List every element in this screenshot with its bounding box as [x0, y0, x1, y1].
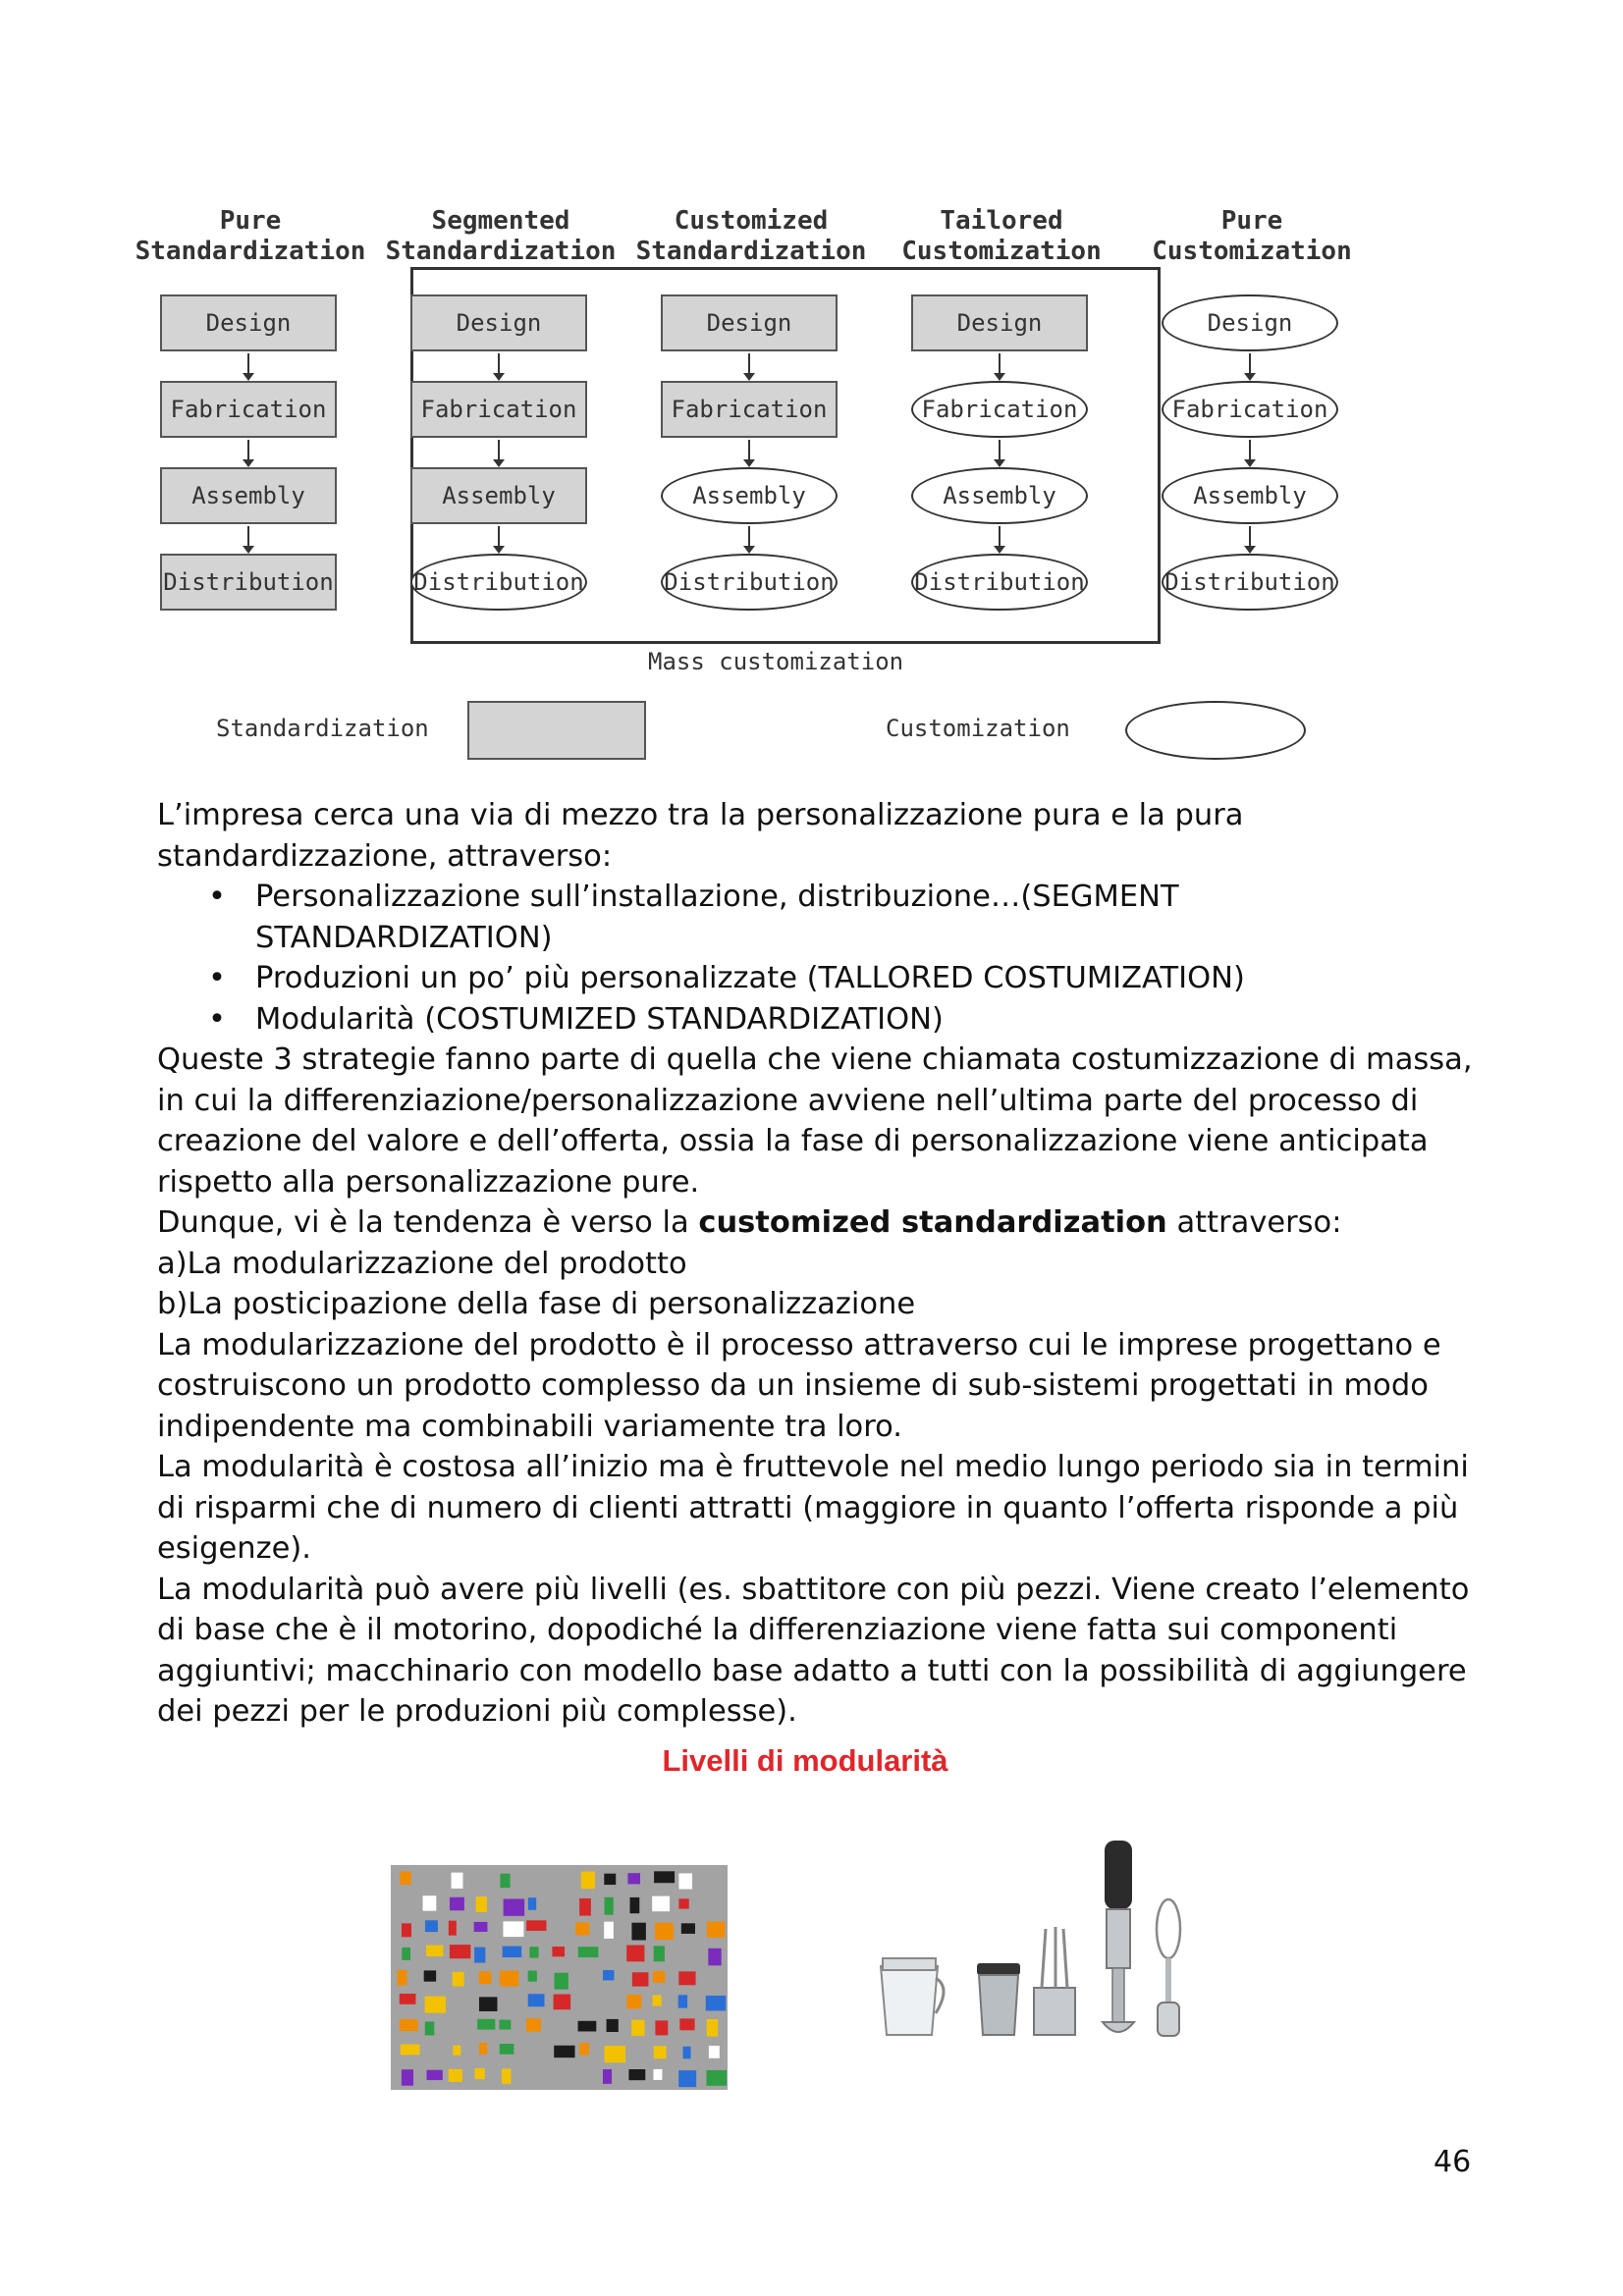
legend-standardization-box	[467, 701, 646, 760]
lego-brick	[400, 2019, 418, 2031]
flow-arrow	[999, 526, 1001, 548]
lego-brick	[707, 2019, 718, 2037]
flow-arrow	[247, 440, 249, 461]
lego-brick	[632, 1972, 649, 1986]
paragraph-mass-customization: Queste 3 strategie fanno parte di quella che viene chiamata costumizzazione di massa, in cui la differenziazione/personalizzazione avviene nell’ultima parte del processo di creazione del valore e dell’offerta, ossia la fase di personalizzazione viene anticipata rispetto alla personalizzazione pure.	[157, 1042, 1473, 1200]
lego-brick	[626, 1946, 644, 1962]
step-fabrication: Fabrication	[911, 381, 1088, 438]
lego-brick	[627, 1873, 640, 1884]
flow-arrow	[1249, 526, 1251, 548]
lego-brick	[474, 1922, 488, 1932]
step-distribution: Distribution	[661, 554, 838, 611]
lego-brick	[709, 2046, 720, 2058]
lego-brick	[555, 1973, 568, 1990]
lego-brick	[425, 1997, 446, 2013]
lego-brick	[529, 1947, 538, 1957]
lego-brick	[500, 2044, 514, 2055]
lego-brick	[604, 1922, 614, 1939]
flow-arrow	[1249, 440, 1251, 461]
lego-brick	[630, 1897, 640, 1913]
lego-brick	[578, 1947, 599, 1957]
flow-arrow	[999, 440, 1001, 461]
step-assembly: Assembly	[661, 467, 838, 524]
lego-brick	[678, 1995, 687, 2007]
lego-brick	[425, 2021, 434, 2035]
lego-brick	[449, 1921, 457, 1936]
lego-brick	[707, 1922, 726, 1938]
lego-brick	[631, 2020, 644, 2036]
lego-brick	[604, 2046, 625, 2062]
lego-brick	[479, 2043, 487, 2055]
lego-brick	[402, 2069, 413, 2085]
paragraph-modularity-cost: La modularità è costosa all’inizio ma è fruttevole nel medio lungo periodo sia in termini di risparmi che di numero di clienti attratti (maggiore in quanto l’offerta risponde a più esigenze).	[157, 1450, 1469, 1566]
flow-arrow	[1249, 353, 1251, 375]
lego-brick	[706, 2070, 727, 2086]
lego-brick	[554, 2046, 574, 2057]
lego-brick	[500, 1971, 519, 1987]
lego-brick	[475, 2068, 485, 2079]
step-distribution: Distribution	[160, 554, 337, 611]
lego-brick	[474, 1948, 485, 1963]
lego-brick	[579, 2043, 589, 2056]
lego-brick	[578, 2021, 597, 2032]
lego-brick	[424, 1970, 436, 1981]
column-header: Pure Standardization	[135, 206, 366, 266]
body-text	[157, 795, 1473, 1733]
hand-blender-image	[869, 1841, 1193, 2066]
flow-arrow	[498, 440, 500, 461]
lego-brick	[479, 1997, 498, 2011]
lego-brick	[654, 1871, 675, 1883]
paragraph-modularization: La modularizzazione del prodotto è il processo attraverso cui le imprese progettano e costruiscono un prodotto complesso da un insieme di sub-sistemi progettati in modo indipendente ma combinabili variamente tra loro.	[157, 1327, 1441, 1444]
lego-brick	[426, 2070, 442, 2080]
bold-term: customized standardization	[698, 1205, 1167, 1240]
step-design: Design	[661, 294, 838, 351]
step-distribution: Distribution	[410, 554, 587, 611]
flow-arrow	[748, 440, 750, 461]
lego-brick	[526, 2018, 541, 2032]
section-subtitle: Livelli di modularità	[662, 1743, 948, 1778]
paragraph-modularity-levels: La modularità può avere più livelli (es. sbattitore con più pezzi. Viene creato l’elemento di base che è il motorino, dopodiché la differenziazione viene fatta sui componenti aggiuntivi; macchinario con modello base adatto a tutti con la possibilità di aggiungere dei pezzi per le produzioni più complesse).	[157, 1572, 1470, 1729]
lego-brick	[653, 1971, 665, 1983]
lego-brick	[604, 1874, 616, 1885]
intro-paragraph: L’impresa cerca una via di mezzo tra la personalizzazione pura e la pura standardizzazione, attraverso:	[157, 798, 1244, 874]
flow-arrow	[498, 353, 500, 375]
step-fabrication: Fabrication	[160, 381, 337, 438]
lego-brick	[678, 1898, 688, 1908]
lego-brick	[683, 2047, 691, 2059]
lego-brick	[500, 1874, 510, 1888]
step-design: Design	[1162, 294, 1338, 351]
step-design: Design	[160, 294, 337, 351]
step-distribution: Distribution	[911, 554, 1088, 611]
lego-brick	[528, 1971, 537, 1982]
lego-brick	[453, 1972, 464, 1987]
lego-brick	[681, 1923, 695, 1934]
step-assembly: Assembly	[1162, 467, 1338, 524]
lego-brick	[654, 2046, 667, 2058]
lego-brick	[581, 1871, 595, 1889]
lego-brick	[502, 2068, 511, 2083]
lego-brick	[628, 2069, 645, 2080]
step-fabrication: Fabrication	[410, 381, 587, 438]
flow-arrow	[498, 526, 500, 548]
lego-brick	[575, 1922, 589, 1935]
flow-arrow	[999, 353, 1001, 375]
flow-arrow	[748, 353, 750, 375]
column-header: Segmented Standardization	[385, 206, 617, 266]
lego-brick	[678, 1971, 695, 1985]
lego-brick	[655, 2020, 668, 2035]
lego-brick	[453, 2046, 460, 2056]
lego-brick	[503, 1921, 523, 1937]
lego-brick	[425, 1920, 438, 1932]
lego-brick	[603, 2069, 612, 2084]
page-number: 46	[1434, 2145, 1472, 2179]
lego-brick	[653, 1995, 662, 2005]
lego-brick	[678, 2070, 696, 2087]
flow-arrow	[247, 526, 249, 548]
lego-brick	[479, 1971, 492, 1984]
lego-brick	[605, 1897, 614, 1915]
lego-brick	[706, 1996, 726, 2010]
flow-arrow	[748, 526, 750, 548]
step-design: Design	[911, 294, 1088, 351]
lego-brick	[679, 2018, 694, 2030]
lego-brick	[499, 2020, 511, 2030]
step-assembly: Assembly	[160, 467, 337, 524]
legend-customization-ellipse	[1125, 701, 1306, 760]
lego-brick	[626, 1995, 641, 2008]
column-header: Tailored Customization	[901, 206, 1102, 266]
step-fabrication: Fabrication	[661, 381, 838, 438]
lego-brick	[652, 1896, 670, 1912]
strategy-list	[157, 877, 1473, 1040]
lego-brick	[450, 1897, 464, 1911]
paragraph-point-b: b)La posticipazione della fase di personalizzazione	[157, 1287, 916, 1321]
lego-brick	[400, 1994, 416, 2004]
lego-brick	[526, 1920, 546, 1931]
lego-brick	[655, 1923, 674, 1940]
lego-brick	[400, 1871, 410, 1885]
lego-brick	[552, 1947, 565, 1956]
lego-brick	[554, 1995, 571, 2010]
mass-customization-label: Mass customization	[648, 648, 904, 675]
lego-brick	[678, 1873, 692, 1889]
lego-brick	[426, 1946, 443, 1956]
lego-brick	[449, 2069, 462, 2082]
lego-brick	[654, 1946, 665, 1961]
lego-brick	[631, 1923, 645, 1941]
lego-brick	[653, 2069, 662, 2080]
step-assembly: Assembly	[410, 467, 587, 524]
lego-brick	[398, 1970, 407, 1986]
list-item: • Personalizzazione sull’installazione, distribuzione…(SEGMENT STANDARDIZATION)	[255, 877, 1473, 958]
lego-brick	[708, 1949, 721, 1966]
paragraph-tendency: Dunque, vi è la tendenza è verso la customized standardization attraverso:	[157, 1205, 1342, 1240]
column-header: Customized Standardization	[635, 206, 867, 266]
lego-brick	[504, 1898, 525, 1915]
lego-brick	[423, 1896, 437, 1910]
paragraph-point-a: a)La modularizzazione del prodotto	[157, 1246, 687, 1281]
lego-brick	[579, 1898, 591, 1916]
strategy-diagram	[135, 196, 1394, 775]
step-assembly: Assembly	[911, 467, 1088, 524]
lego-brick	[477, 2019, 495, 2030]
column-header: Pure Customization	[1152, 206, 1352, 266]
lego-brick	[503, 1947, 522, 1957]
lego-brick	[607, 2019, 619, 2032]
lego-brick	[528, 1994, 545, 2006]
lego-brick	[401, 2045, 420, 2056]
lego-brick	[450, 1945, 470, 1958]
lego-brick	[528, 1897, 536, 1910]
step-fabrication: Fabrication	[1162, 381, 1338, 438]
lego-brick	[402, 1948, 410, 1960]
legend-standardization-label: Standardization	[216, 715, 429, 742]
flow-arrow	[247, 353, 249, 375]
list-item: • Produzioni un po’ più personalizzate (TALLORED COSTUMIZATION)	[255, 958, 1473, 999]
list-item: • Modularità (COSTUMIZED STANDARDIZATION)	[255, 999, 1473, 1041]
legend-customization-label: Customization	[886, 715, 1070, 742]
lego-brick	[476, 1896, 487, 1912]
lego-brick	[603, 1970, 614, 1980]
lego-bricks-image	[391, 1865, 728, 2090]
step-design: Design	[410, 294, 587, 351]
lego-brick	[402, 1923, 411, 1937]
step-distribution: Distribution	[1162, 554, 1338, 611]
lego-brick	[452, 1873, 463, 1889]
